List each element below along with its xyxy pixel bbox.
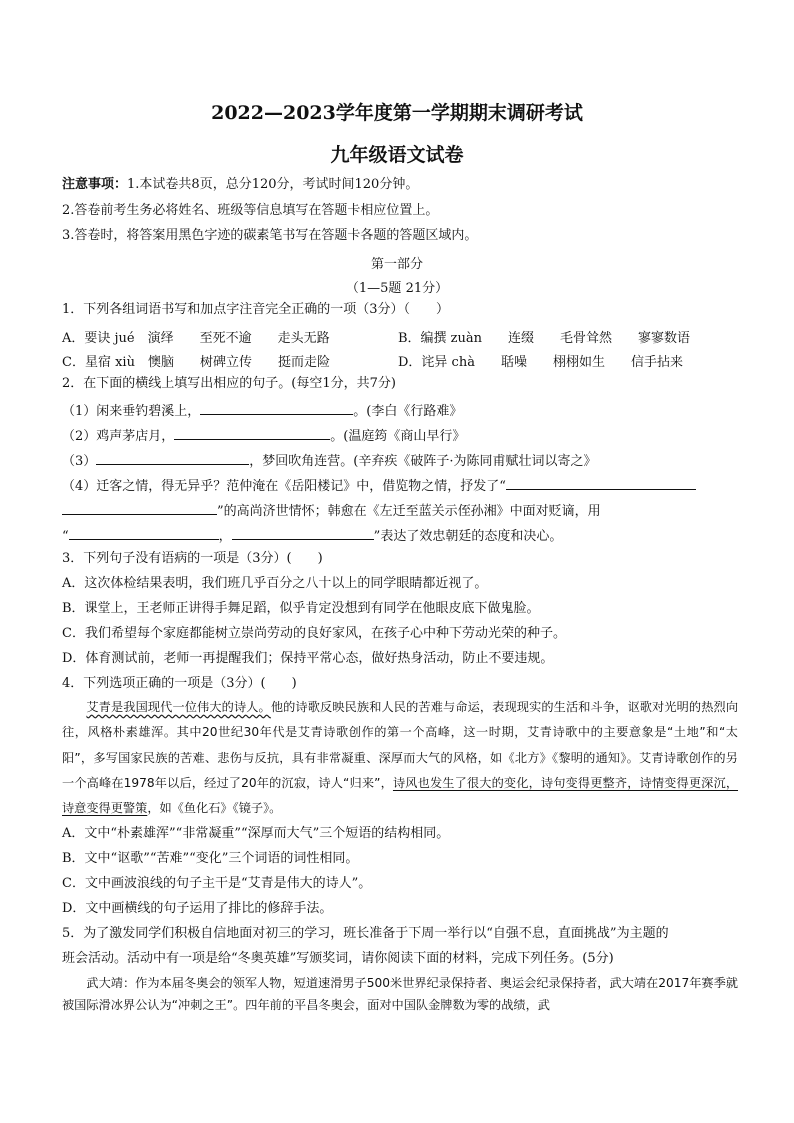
- q4-option-b: B．文中“讴歌”“苦难”“变化”三个词语的词性相同。: [62, 851, 359, 866]
- notes-line-1: [62, 177, 418, 193]
- exam-title: 2022—2023学年度第一学期期末调研考试: [211, 102, 583, 124]
- q2-item-3-text: ，梦回吹角连营。(辛弃疾《破阵子·为陈同甫赋壮词以寄之》: [249, 454, 597, 469]
- exam-subtitle: 九年级语文试卷: [330, 144, 464, 166]
- q3-option-a: A．这次体检结果表明，我们班几乎百分之八十以上的同学眼睛都近视了。: [62, 576, 488, 591]
- q2-item-2: [62, 426, 465, 445]
- answer-blank[interactable]: [174, 426, 330, 440]
- note-2: 2.答卷前考生务必将姓名、班级等信息填写在答题卡相应位置上。: [62, 203, 439, 218]
- answer-blank[interactable]: [232, 526, 374, 540]
- q1-option-b: B．编撰 zuàn 连缀 毛骨耸然 寥寥数语: [398, 331, 691, 346]
- notes-label: 注意事项：: [62, 177, 128, 192]
- answer-blank[interactable]: [506, 476, 696, 490]
- answer-blank[interactable]: [62, 501, 217, 515]
- q2-item-3: [62, 451, 597, 470]
- wavy-underlined-sentence: 艾青是我国现代一位伟大的诗人。: [86, 700, 271, 714]
- q4-option-a: A．文中“朴素雄浑”“非常凝重”“深厚而大气”三个短语的结构相同。: [62, 826, 450, 841]
- q3-option-b: B．课堂上，王老师正讲得手舞足蹈，似乎肯定没想到有同学在他眼皮底下做鬼脸。: [62, 601, 540, 616]
- q5-material-text: 武大靖：作为本届冬奥会的领军人物，短道速滑男子500米世界纪录保持者、奥运会纪录保持者，武大靖在2017年赛季就被国际滑冰界公认为“冲刺之王”。四年前的平昌冬奥会，面对中国队金牌数为零的战绩，武: [62, 976, 738, 1012]
- q5-material: [62, 972, 738, 1016]
- q3-stem: 3．下列句子没有语病的一项是（3分）( ): [62, 551, 323, 566]
- underlined-sentence: 诗风也发生了很大的变化，诗句变得更整齐，诗情变得更深沉，诗意变得更警策: [62, 775, 739, 816]
- q3-option-c: C．我们希望每个家庭都能树立崇尚劳动的良好家风，在孩子心中种下劳动光荣的种子。: [62, 626, 566, 641]
- q2-item-3-prefix: （3）: [62, 454, 97, 469]
- quote-open: “: [62, 529, 69, 544]
- q2-item-4: [62, 476, 696, 495]
- q3-option-d: D．体育测试前，老师一再提醒我们；保持平常心态，做好热身活动，防止不要违规。: [62, 651, 554, 666]
- q2-item-1-source: 。(李白《行路难》: [353, 404, 463, 419]
- q2-item-4-text-2: ”的高尚济世情怀；韩愈在《左迁至蓝关示侄孙湘》中面对贬谪，用: [217, 504, 601, 519]
- q2-item-2-text: （2）鸡声茅店月，: [62, 429, 175, 444]
- q1-option-c: C．星宿 xiù 懊脑 树碑立传 挺而走险: [62, 355, 330, 370]
- answer-blank[interactable]: [69, 526, 219, 540]
- q1-option-d: D．诧异 chà 聒噪 栩栩如生 信手拈来: [398, 355, 683, 370]
- note-3: 3.答卷时，将答案用黑色字迹的碳素笔书写在答题卡各题的答题区域内。: [62, 228, 478, 243]
- q5-stem-line-2: 班会活动。活动中有一项是给“冬奥英雄”写颁奖词，请你阅读下面的材料，完成下列任务。(5分): [62, 951, 614, 966]
- q4-passage: [62, 695, 738, 821]
- q4-stem: 4．下列选项正确的一项是（3分）( ): [62, 676, 297, 691]
- q2-item-4-line-3: [62, 526, 562, 545]
- answer-blank[interactable]: [200, 401, 353, 415]
- part-range: （1—5题 21分）: [345, 281, 449, 296]
- comma: ，: [218, 529, 232, 544]
- q1-stem: 1．下列各组词语书写和加点字注音完全正确的一项（3分）（ ）: [62, 302, 450, 317]
- q1-option-a: A．要诀 jué 演绎 至死不逾 走头无路: [62, 331, 330, 346]
- q2-item-4-text: （4）迁客之情，得无异乎？范仲淹在《岳阳楼记》中，借览物之情，抒发了“: [62, 479, 506, 494]
- q5-stem-line-1: 5．为了激发同学们积极自信地面对初三的学习，班长准备于下周一举行以“自强不息，直面挑战”为主题的: [62, 926, 669, 941]
- note-1: 1.本试卷共8页，总分120分，考试时间120分钟。: [127, 177, 419, 192]
- q4-option-d: D．文中画横线的句子运用了排比的修辞手法。: [62, 901, 333, 916]
- q2-item-4-line-2: [62, 501, 601, 520]
- q2-stem: 2．在下面的横线上填写出相应的句子。(每空1分，共7分): [62, 376, 396, 391]
- passage-text: 他的诗歌反映民族和人民的苦难与命运，表现现实的生活和斗争，讴歌对光明的热烈向往，风格朴素雄浑。其中20世纪30年代是艾青诗歌创作的第一个高峰，这一时期，艾青诗歌中的主要意象是“土地”和“太阳”，多写国家民族的苦难、悲伤与反抗，具有非常凝重、深厚而大气的风格，如《北方》《黎明的通知》。艾青诗歌创作的另一个高峰在1978年以后，经过了20年的沉寂，诗人“归来”，: [62, 700, 739, 790]
- passage-text-end: ，如《鱼化石》《镜子》。: [147, 801, 282, 816]
- q2-item-1: [62, 401, 462, 420]
- part-name: 第一部分: [370, 257, 423, 272]
- answer-blank[interactable]: [96, 451, 249, 465]
- q2-item-4-text-3: ”表达了效忠朝廷的态度和决心。: [373, 529, 563, 544]
- q4-option-c: C．文中画波浪线的句子主干是“艾青是伟大的诗人”。: [62, 876, 372, 891]
- q2-item-2-source: 。(温庭筠《商山早行》: [330, 429, 466, 444]
- q2-item-1-text: （1）闲来垂钓碧溪上，: [62, 404, 201, 419]
